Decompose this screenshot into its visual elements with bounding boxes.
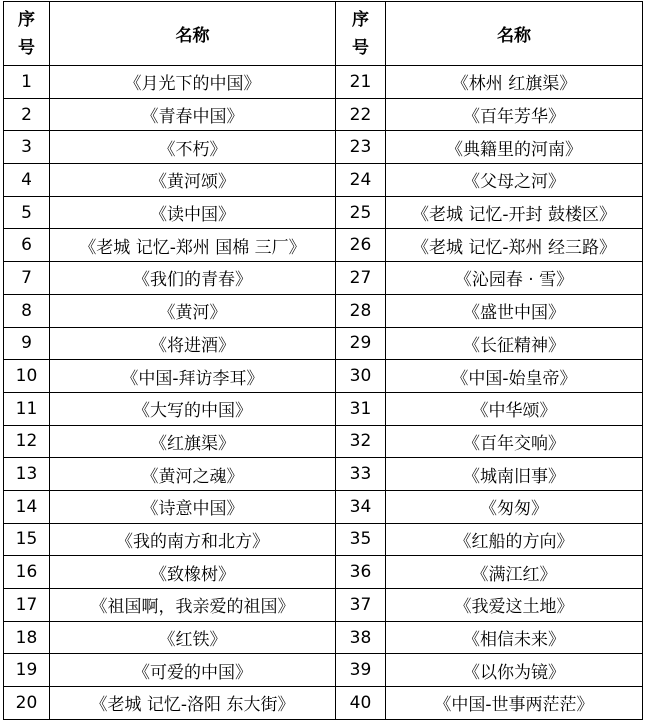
table-row [4,458,643,491]
header-number-right [336,2,386,66]
table-row [4,327,643,360]
row-name-left: 《中国-拜访李耳》 [50,360,336,393]
row-number-left: 14 [4,490,50,523]
row-number-right: 26 [336,229,386,262]
row-name-right: 《城南旧事》 [386,458,643,491]
row-number-right: 30 [336,360,386,393]
row-name-right: 《中国-始皇帝》 [386,360,643,393]
row-name-left: 《老城 记忆-郑州 国棉 三厂》 [50,229,336,262]
table-body [4,66,643,720]
row-number-right: 38 [336,621,386,654]
row-number-left: 4 [4,164,50,197]
table-row [4,556,643,589]
row-number-right: 23 [336,131,386,164]
row-name-right: 《匆匆》 [386,490,643,523]
row-number-right: 29 [336,327,386,360]
row-name-left: 《红铁》 [50,621,336,654]
table-header-row [4,2,643,66]
table-row [4,392,643,425]
table-row [4,294,643,327]
row-name-left: 《可爱的中国》 [50,654,336,687]
header-name-right: 名称 [386,2,643,66]
program-list-table [3,1,643,720]
row-number-left: 5 [4,196,50,229]
row-name-right: 《百年交响》 [386,425,643,458]
row-number-left: 18 [4,621,50,654]
row-number-left: 8 [4,294,50,327]
table-row [4,490,643,523]
row-name-right: 《中国-世事两茫茫》 [386,687,643,720]
table-row [4,589,643,622]
row-name-left: 《红旗渠》 [50,425,336,458]
table-row [4,131,643,164]
row-number-right: 22 [336,98,386,131]
header-number-line2: 号 [352,37,369,58]
row-name-right: 《老城 记忆-郑州 经三路》 [386,229,643,262]
table-row [4,196,643,229]
row-number-right: 25 [336,196,386,229]
row-name-right: 《盛世中国》 [386,294,643,327]
row-number-left: 13 [4,458,50,491]
row-name-right: 《老城 记忆-开封 鼓楼区》 [386,196,643,229]
row-number-right: 40 [336,687,386,720]
table-row [4,523,643,556]
row-number-right: 31 [336,392,386,425]
row-number-left: 12 [4,425,50,458]
row-name-right: 《典籍里的河南》 [386,131,643,164]
row-name-left: 《我们的青春》 [50,262,336,295]
row-number-left: 9 [4,327,50,360]
row-name-right: 《中华颂》 [386,392,643,425]
table-row [4,654,643,687]
row-number-right: 35 [336,523,386,556]
row-number-right: 32 [336,425,386,458]
row-number-right: 36 [336,556,386,589]
header-name-left: 名称 [50,2,336,66]
row-name-right: 《百年芳华》 [386,98,643,131]
row-name-left: 《我的南方和北方》 [50,523,336,556]
row-name-right: 《以你为镜》 [386,654,643,687]
row-name-left: 《读中国》 [50,196,336,229]
header-number-line1: 序 [18,9,35,30]
row-name-left: 《黄河之魂》 [50,458,336,491]
table-row [4,262,643,295]
row-number-left: 10 [4,360,50,393]
row-number-left: 16 [4,556,50,589]
table-row [4,229,643,262]
row-name-left: 《黄河颂》 [50,164,336,197]
row-number-left: 17 [4,589,50,622]
row-number-left: 15 [4,523,50,556]
table-row [4,687,643,720]
header-number-left [4,2,50,66]
row-number-left: 19 [4,654,50,687]
row-number-right: 34 [336,490,386,523]
row-number-right: 21 [336,66,386,99]
row-number-left: 1 [4,66,50,99]
row-name-right: 《满江红》 [386,556,643,589]
row-name-left: 《诗意中国》 [50,490,336,523]
row-number-right: 33 [336,458,386,491]
row-name-left: 《致橡树》 [50,556,336,589]
header-number-line2: 号 [18,37,35,58]
header-number-line1: 序 [352,9,369,30]
row-name-left: 《老城 记忆-洛阳 东大街》 [50,687,336,720]
row-name-left: 《将进酒》 [50,327,336,360]
row-number-left: 11 [4,392,50,425]
row-number-left: 20 [4,687,50,720]
row-name-left: 《祖国啊，我亲爱的祖国》 [50,589,336,622]
row-name-right: 《相信未来》 [386,621,643,654]
row-name-right: 《红船的方向》 [386,523,643,556]
table-row [4,425,643,458]
row-name-left: 《青春中国》 [50,98,336,131]
row-name-left: 《大写的中国》 [50,392,336,425]
row-number-right: 24 [336,164,386,197]
table-row [4,164,643,197]
row-name-left: 《月光下的中国》 [50,66,336,99]
row-number-left: 7 [4,262,50,295]
row-number-left: 3 [4,131,50,164]
row-number-right: 39 [336,654,386,687]
row-name-right: 《我爱这土地》 [386,589,643,622]
row-name-right: 《长征精神》 [386,327,643,360]
row-number-right: 37 [336,589,386,622]
row-name-right: 《父母之河》 [386,164,643,197]
row-number-right: 28 [336,294,386,327]
table-row [4,66,643,99]
row-name-right: 《沁园春 · 雪》 [386,262,643,295]
table-row [4,98,643,131]
row-name-right: 《林州 红旗渠》 [386,66,643,99]
row-number-left: 2 [4,98,50,131]
row-number-left: 6 [4,229,50,262]
row-number-right: 27 [336,262,386,295]
table-row [4,621,643,654]
row-name-left: 《黄河》 [50,294,336,327]
table-row [4,360,643,393]
row-name-left: 《不朽》 [50,131,336,164]
